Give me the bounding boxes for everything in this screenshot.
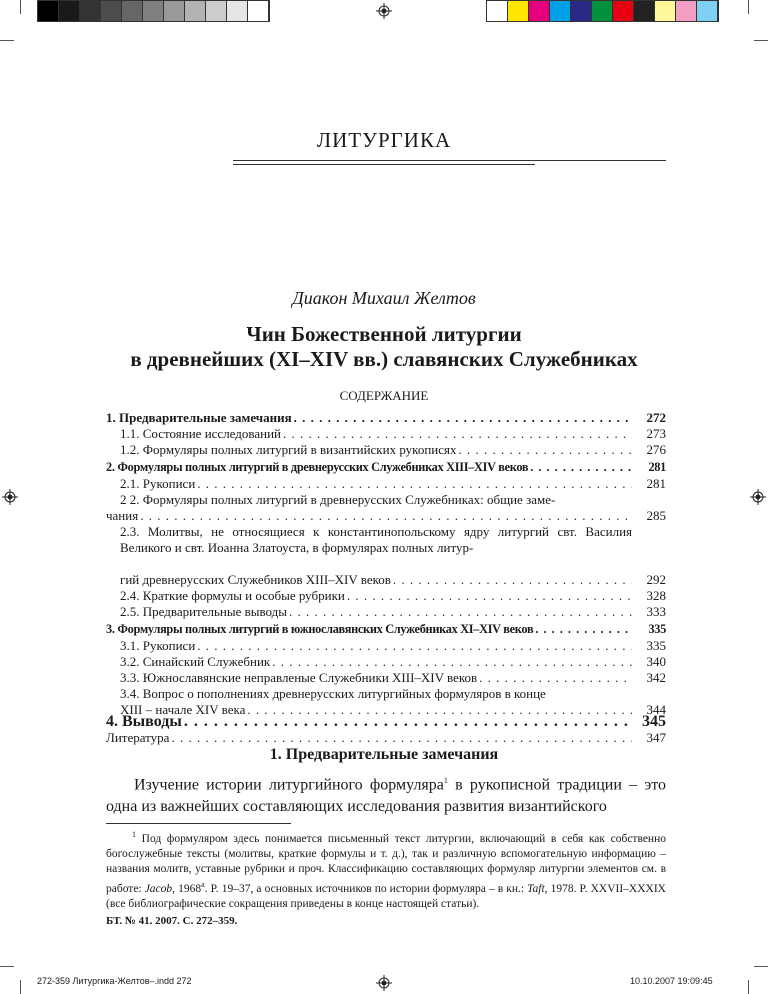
gray-swatch	[227, 1, 248, 21]
gray-swatch	[143, 1, 164, 21]
registration-mark-icon	[2, 489, 18, 505]
crop-mark	[0, 40, 14, 41]
slug-datetime: 10.10.2007 19:09:45	[630, 976, 713, 986]
table-of-contents	[106, 410, 666, 730]
toc-entry: 2.4. Краткие формулы и особые рубрики . . . 328	[106, 588, 666, 604]
gray-swatch	[164, 1, 185, 21]
gray-swatch	[206, 1, 227, 21]
header-rule	[233, 160, 666, 161]
slug-filename: 272-359 Литургика-Желтов–.indd 272	[37, 976, 192, 986]
toc-entry: 3.2. Синайский Служебник . . . 340	[106, 654, 666, 670]
color-swatch	[592, 1, 613, 21]
toc-entry: 1.1. Состояние исследований . . . 273	[106, 426, 666, 442]
crop-mark	[754, 40, 768, 41]
gray-swatch	[38, 1, 59, 21]
color-swatch	[550, 1, 571, 21]
crop-mark	[0, 966, 14, 967]
registration-mark-icon	[376, 975, 392, 991]
author: Диакон Михаил Желтов	[292, 288, 476, 308]
crop-mark	[754, 966, 768, 967]
toc-entry: XIII – начале XIV века . . . 344	[106, 702, 666, 718]
color-bar	[486, 0, 719, 22]
header-rule	[233, 164, 535, 165]
color-swatch	[676, 1, 697, 21]
toc-entry: 1. Предварительные замечания . . . 272	[106, 410, 666, 426]
color-swatch	[613, 1, 634, 21]
color-swatch	[508, 1, 529, 21]
toc-entry: 2. Формуляры полных литургий в древнерусских Служебниках XIII–XIV веков . . . 281	[106, 460, 666, 476]
gray-swatch	[122, 1, 143, 21]
toc-entry: 2.5. Предварительные выводы . . . 333	[106, 604, 666, 620]
article-title	[0, 322, 768, 372]
color-swatch	[571, 1, 592, 21]
gray-swatch	[80, 1, 101, 21]
body-paragraph: Изучение истории литургийного формуляра$^1$ в рукописной традиции – это одна из важнейших составляющих исследования развития византийского	[106, 776, 667, 816]
color-swatch	[655, 1, 676, 21]
color-swatch	[529, 1, 550, 21]
crop-mark	[20, 0, 21, 14]
toc-entry: 3.3. Южнославянские неправленые Служебники XIII–XIV веков . . . 342	[106, 670, 666, 686]
toc-entry: Литература . . . 347	[106, 730, 666, 746]
toc-heading: СОДЕРЖАНИЕ	[339, 388, 429, 403]
gray-swatch	[185, 1, 206, 21]
gray-swatch	[59, 1, 80, 21]
toc-entry: 4. Выводы . . . 345	[106, 713, 666, 729]
gray-swatch	[101, 1, 122, 21]
footnote: $^1$ Под формуляром здесь понимается письменный текст литургии, включающий в себя как собственно богослужебные тексты (молитвы, краткие формулы и т. д.), так и различную вспомогательную информацию – названия молитв, уставные рубрики и проч. Классификацию составляющих формуляр литургии элементов см. в работе: Jacob, 1968$^a$. P. 19–37, а основных источников по истории формуляра – в кн.: Taft, 1978. P. XXVII–XXXIX (все библиографические сокращения приведены в конце настоящей статьи).	[106, 830, 666, 910]
toc-entry-wrap: 3.4. Вопрос о пополнениях древнерусских литургийных формуляров в конце	[120, 686, 546, 701]
toc-entry: чания . . . 285	[106, 508, 666, 524]
registration-mark-icon	[376, 3, 392, 19]
toc-entry-wrap: 2.3. Молитвы, не относящиеся к константинопольскому ядру литургий свт. Василия Великого и свт. Иоанна Златоуста, в формулярах полных литур-	[120, 524, 632, 555]
color-swatch	[697, 1, 718, 21]
crop-mark	[20, 980, 21, 994]
gray-swatch	[248, 1, 269, 21]
source-citation: БТ. № 41. 2007. С. 272–359.	[106, 915, 238, 927]
footnote-ref: 1	[443, 776, 448, 785]
footnote-rule	[106, 823, 291, 824]
grayscale-bar	[37, 0, 270, 22]
crop-mark	[748, 0, 749, 14]
toc-entry-wrap: 2 2. Формуляры полных литургий в древнерусских Служебниках: общие заме-	[120, 492, 556, 507]
toc-entry: 3.1. Рукописи . . . 335	[106, 638, 666, 654]
section-title: ЛИТУРГИКА	[316, 128, 452, 152]
title-line: в древнейших (XI–XIV вв.) славянских Служебниках	[130, 347, 638, 371]
toc-entry: 3. Формуляры полных литургий в южнославянских Служебниках XI–XIV веков . . . 335	[106, 622, 666, 638]
title-line: Чин Божественной литургии	[246, 322, 522, 346]
toc-entry: 1.2. Формуляры полных литургий в византийских рукописях . . . 276	[106, 442, 666, 458]
toc-entry: гий древнерусских Служебников XIII–XIV веков . . . 292	[106, 572, 666, 588]
registration-mark-icon	[750, 489, 766, 505]
color-swatch	[487, 1, 508, 21]
crop-mark	[748, 980, 749, 994]
section-heading: 1. Предварительные замечания	[269, 746, 499, 763]
toc-entry: 2.1. Рукописи . . . 281	[106, 476, 666, 492]
color-swatch	[634, 1, 655, 21]
